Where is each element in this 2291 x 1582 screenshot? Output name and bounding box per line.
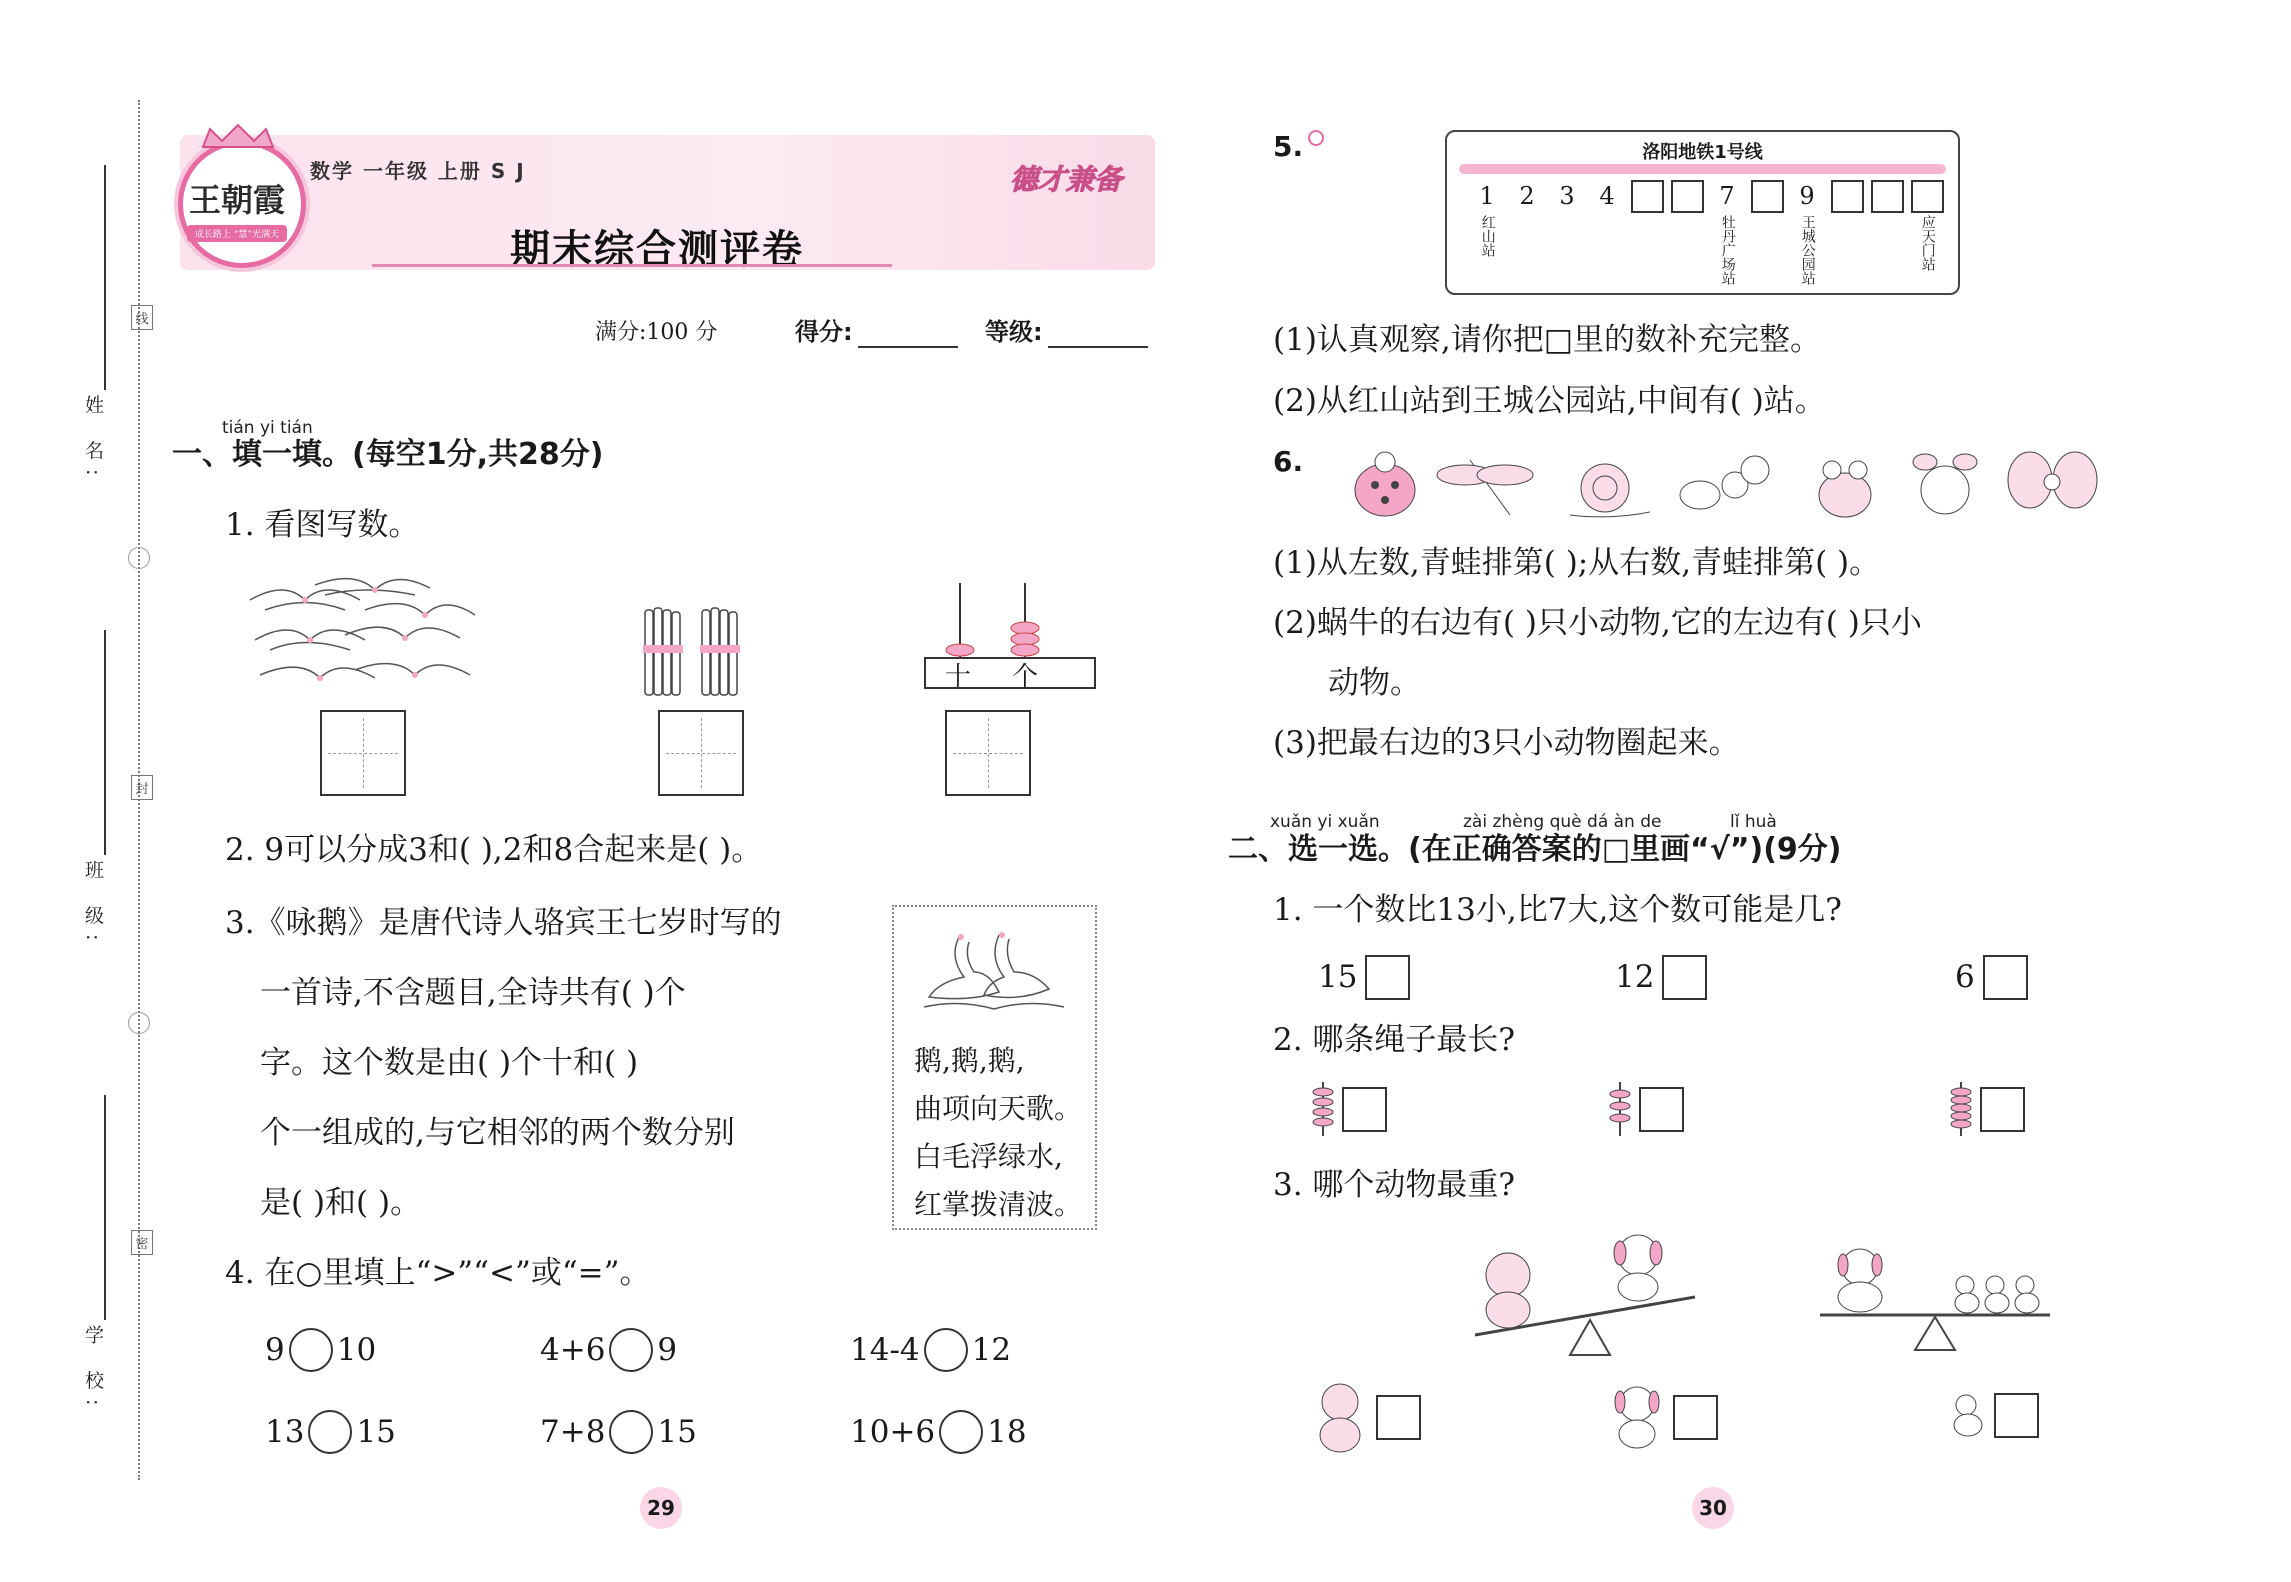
checkbox[interactable] [1994,1393,2039,1438]
q2-text: 2. 9可以分成3和( ),2和8合起来是( )。 [225,832,763,868]
s2-q3-text: 3. 哪个动物最重? [1273,1167,1516,1203]
poem-line-2: 曲项向天歌。 [914,1092,1083,1125]
q5-label: 5. [1273,130,1304,163]
q5-sub1: (1)认真观察,请你把□里的数补充完整。 [1273,322,1822,358]
rope-coil-icon [1607,1080,1633,1138]
metro-title: 洛阳地铁1号线 [1642,142,1763,163]
station-number: 4 [1599,182,1615,210]
butterfly-icon [2008,452,2097,508]
chick-icon [1948,1390,1988,1440]
metro-station [1509,180,1545,285]
rope-coil-icon [1948,1080,1974,1138]
section2-pinyin-3: lǐ huà [1730,812,1777,832]
compare-item-3: 14-4 12 [850,1328,1011,1372]
q4-text: 4. 在○里填上“>”“<”或“=”。 [225,1255,651,1291]
brand-logo-badge [178,140,306,268]
grade-label: 等级: [985,318,1043,346]
checkbox[interactable] [1662,955,1707,1000]
compare-item-6: 10+6 18 [850,1410,1027,1454]
compare-circle[interactable] [609,1328,653,1372]
station-name: 应天门站 [1919,215,1936,271]
ant-icon [1680,456,1769,509]
score-input[interactable] [858,346,958,348]
dog-icon [1838,1249,1882,1312]
poem-line-3: 白毛浮绿水, [914,1140,1063,1173]
compare-item-1: 9 10 [265,1328,376,1372]
brand-name: 王朝霞 [188,181,285,219]
name-field-line[interactable] [104,165,106,390]
chick-icon [1955,1276,2039,1313]
s2-q1-text: 1. 一个数比13小,比7大,这个数可能是几? [1273,892,1842,928]
q3-line-5: 是( )和( )。 [260,1185,422,1221]
exam-title: 期末综合测评卷 [510,227,804,273]
frog-icon [1819,461,1871,517]
station-number-box[interactable] [1871,180,1904,213]
q3-line-3: 字。这个数是由( )个十和( ) [260,1045,639,1081]
brand-slogan: 成长路上 “慧”光满天 [187,225,287,242]
metro-station [1469,180,1505,285]
compare-circle[interactable] [924,1328,968,1372]
q6-sub1: (1)从左数,青蛙排第( );从右数,青蛙排第( )。 [1273,545,1881,581]
s2-q1-option-2: 12 [1615,955,1707,1000]
snail-icon [1570,464,1650,517]
page-number-left: 29 [640,1487,682,1529]
page-number-right: 30 [1692,1487,1734,1529]
binding-hole-1 [128,547,150,569]
class-field-line[interactable] [104,630,106,855]
q6-sub2b: 动物。 [1328,665,1421,701]
station-number-box[interactable] [1671,180,1704,213]
q3-line-2: 一首诗,不含题目,全诗共有( )个 [260,975,686,1011]
metro-station[interactable] [1669,180,1705,285]
weight-option-cat [1310,1380,1421,1455]
q1-answer-box-abacus[interactable] [945,710,1031,796]
ladybug-icon [1355,452,1415,516]
dog-icon [1614,1235,1662,1301]
compare-circle[interactable] [939,1410,983,1454]
seesaw-1-image [1470,1225,1700,1360]
q3-line-1: 3.《咏鹅》是唐代诗人骆宾王七岁时写的 [225,905,782,941]
motto-stamp: 德才兼备 [1010,163,1123,196]
metro-line-bar [1459,164,1946,174]
s2-q1-option-1: 15 [1318,955,1410,1000]
cat-icon [1486,1253,1530,1328]
checkbox[interactable] [1342,1087,1387,1132]
q6-sub3: (3)把最右边的3只小动物圈起来。 [1273,725,1740,761]
checkbox[interactable] [1639,1087,1684,1132]
school-field-line[interactable] [104,1095,106,1320]
bee-icon [1913,454,1977,514]
s2-q2-text: 2. 哪条绳子最长? [1273,1022,1516,1058]
station-name: 牡丹广场站 [1719,215,1736,285]
q1-text: 1. 看图写数。 [225,507,420,543]
compare-circle[interactable] [308,1410,352,1454]
metro-station[interactable] [1869,180,1905,285]
rope-coil-icon [1310,1080,1336,1138]
animals-row-image [1340,440,2100,530]
checkbox[interactable] [1983,955,2028,1000]
poem-line-1: 鹅,鹅,鹅, [914,1044,1025,1077]
compare-circle[interactable] [609,1410,653,1454]
q6-sub2a: (2)蜗牛的右边有( )只小动物,它的左边有( )只小 [1273,605,1922,641]
compare-item-4: 13 15 [265,1410,396,1454]
binding-label-line: 线 [131,305,153,330]
station-number: 3 [1559,182,1575,210]
q6-label: 6. [1273,445,1304,478]
weight-option-dog [1607,1382,1718,1452]
metro-station [1709,180,1745,285]
metro-station[interactable] [1629,180,1665,285]
metro-station[interactable] [1909,180,1945,285]
poem-line-4: 红掌拨清波。 [914,1188,1083,1221]
checkbox[interactable] [1365,955,1410,1000]
metro-station [1549,180,1585,285]
section2-pinyin-1: xuǎn yi xuǎn [1270,812,1380,832]
class-label: 班 级: [82,860,104,951]
grade-input[interactable] [1048,346,1148,348]
crown-icon [198,123,278,149]
dog-icon [1607,1382,1667,1452]
rope-option-2 [1607,1080,1684,1138]
seesaw-2-image [1815,1245,2055,1355]
metro-station[interactable] [1829,180,1865,285]
full-score: 满分:100 分 [595,320,718,345]
metro-map [1445,130,1960,295]
cat-icon [1310,1380,1370,1455]
station-number-box[interactable] [1751,180,1784,213]
weight-option-chick [1948,1390,2039,1440]
section1-title: 一、填一填。(每空1分,共28分) [172,437,604,472]
checkbox[interactable] [1376,1395,1421,1440]
section2-pinyin-2: zài zhèng què dá àn de [1463,812,1662,832]
geese-flock-image [245,570,480,700]
station-number: 9 [1799,182,1815,210]
binding-hole-2 [128,1012,150,1034]
compare-item-2: 4+6 9 [540,1328,677,1372]
checkbox[interactable] [1980,1087,2025,1132]
rope-option-1 [1310,1080,1387,1138]
station-name: 王城公园站 [1799,215,1816,285]
school-label: 学 校: [82,1325,104,1416]
stick-bundles-image [640,600,760,700]
q5-sub2: (2)从红山站到王城公园站,中间有( )站。 [1273,383,1826,419]
station-number: 7 [1719,182,1735,210]
station-number-box[interactable] [1831,180,1864,213]
abacus-tens-label: 十 [945,662,972,692]
section1-pinyin: tián yi tián [222,418,313,438]
location-pin-icon [1308,130,1324,146]
station-name: 红山站 [1479,215,1496,257]
rope-option-3 [1948,1080,2025,1138]
subject-line: 数学 一年级 上册 S J [310,159,526,183]
section2-title: 二、选一选。(在正确答案的□里画“√”)(9分) [1228,832,1842,867]
name-label: 姓 名: [82,395,104,486]
dragonfly-icon [1437,460,1533,515]
swan-image [919,927,1069,1017]
station-number: 1 [1479,182,1495,210]
score-label: 得分: [795,318,853,346]
q1-answer-box-sticks[interactable] [658,710,744,796]
station-number: 2 [1519,182,1535,210]
metro-station[interactable] [1749,180,1785,285]
compare-circle[interactable] [289,1328,333,1372]
metro-station [1789,180,1825,285]
q3-line-4: 个一组成的,与它相邻的两个数分别 [260,1115,735,1151]
q1-answer-box-geese[interactable] [320,710,406,796]
binding-label-secret: 密 [131,1230,153,1255]
binding-label-seal: 封 [131,775,153,800]
station-number-box[interactable] [1911,180,1944,213]
metro-stations [1469,180,1945,285]
metro-station [1589,180,1625,285]
checkbox[interactable] [1673,1395,1718,1440]
compare-item-5: 7+8 15 [540,1410,697,1454]
s2-q1-option-3: 6 [1955,955,2028,1000]
station-number-box[interactable] [1631,180,1664,213]
abacus-ones-label: 个 [1012,662,1039,692]
poem-card [892,905,1097,1230]
title-underline [372,264,892,267]
